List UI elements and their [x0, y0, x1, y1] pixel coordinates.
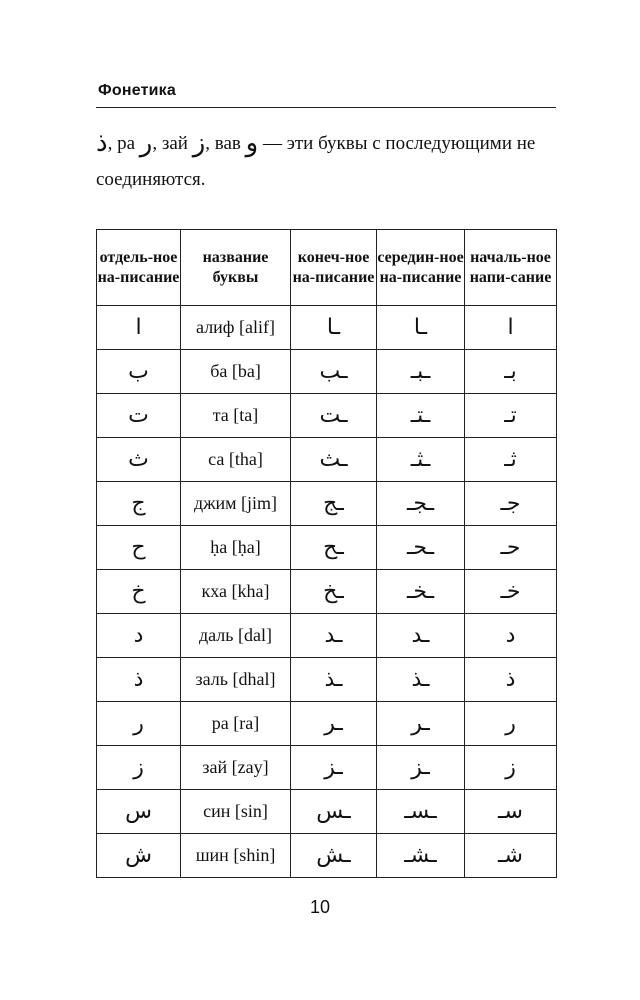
cell-final: ـت: [291, 394, 377, 438]
page-number: 10: [309, 897, 331, 917]
cell-initial: سـ: [465, 790, 557, 834]
arabic-letter-zay: ز: [192, 128, 206, 158]
cell-letter-name: кха [kha]: [181, 570, 291, 614]
cell-initial: د: [465, 614, 557, 658]
cell-medial: ـثـ: [377, 438, 465, 482]
table-row: [97, 790, 557, 834]
cell-final: ـس: [291, 790, 377, 834]
cell-medial: ـسـ: [377, 790, 465, 834]
cell-separate: ز: [97, 746, 181, 790]
intro-zay-label: , зай: [152, 133, 193, 154]
cell-final: ـج: [291, 482, 377, 526]
cell-final: ـذ: [291, 658, 377, 702]
cell-initial: خـ: [465, 570, 557, 614]
arabic-letter-dhal: ذ: [96, 128, 108, 158]
cell-medial: ـبـ: [377, 350, 465, 394]
intro-ra-label: , ра: [107, 133, 140, 154]
cell-separate: خ: [97, 570, 181, 614]
intro-rest-text: — эти буквы с последующими не соединяются.: [96, 133, 536, 190]
table-row: [97, 658, 557, 702]
table-row: [97, 350, 557, 394]
cell-letter-name: шин [shin]: [181, 834, 291, 878]
cell-separate: ث: [97, 438, 181, 482]
cell-medial: ـحـ: [377, 526, 465, 570]
cell-letter-name: даль [dal]: [181, 614, 291, 658]
arabic-letters-table: [96, 229, 557, 878]
cell-final: ـب: [291, 350, 377, 394]
header-medial: середин-ное на-писание: [377, 230, 465, 306]
cell-medial: ـخـ: [377, 570, 465, 614]
header-separate: отдель-ное на-писание: [97, 230, 181, 306]
cell-letter-name: ба [ba]: [181, 350, 291, 394]
cell-letter-name: джим [jim]: [181, 482, 291, 526]
cell-medial: ـد: [377, 614, 465, 658]
cell-letter-name: та [ta]: [181, 394, 291, 438]
cell-final: ـر: [291, 702, 377, 746]
table-row: [97, 834, 557, 878]
cell-separate: ت: [97, 394, 181, 438]
table-header-row: [97, 230, 557, 306]
intro-vav-label: , вав: [205, 133, 246, 154]
cell-separate: ش: [97, 834, 181, 878]
header-name: название буквы: [181, 230, 291, 306]
cell-medial: ـا: [377, 306, 465, 350]
cell-initial: ذ: [465, 658, 557, 702]
header-initial: началь-ное напи-сание: [465, 230, 557, 306]
cell-final: ـح: [291, 526, 377, 570]
cell-separate: ب: [97, 350, 181, 394]
cell-initial: جـ: [465, 482, 557, 526]
cell-separate: ح: [97, 526, 181, 570]
cell-separate: ذ: [97, 658, 181, 702]
cell-initial: شـ: [465, 834, 557, 878]
cell-separate: د: [97, 614, 181, 658]
table-row: [97, 702, 557, 746]
arabic-letter-vav: و: [245, 128, 259, 158]
table-row: [97, 614, 557, 658]
cell-separate: ا: [97, 306, 181, 350]
section-title: Фонетика: [98, 82, 176, 99]
cell-final: ـش: [291, 834, 377, 878]
cell-initial: تـ: [465, 394, 557, 438]
cell-initial: حـ: [465, 526, 557, 570]
cell-medial: ـر: [377, 702, 465, 746]
intro-paragraph: [96, 125, 566, 198]
cell-final: ـا: [291, 306, 377, 350]
cell-letter-name: заль [dhal]: [181, 658, 291, 702]
cell-final: ـز: [291, 746, 377, 790]
cell-initial: ثـ: [465, 438, 557, 482]
cell-letter-name: са [tha]: [181, 438, 291, 482]
cell-separate: ج: [97, 482, 181, 526]
cell-letter-name: ра [ra]: [181, 702, 291, 746]
table-row: [97, 306, 557, 350]
cell-initial: بـ: [465, 350, 557, 394]
table-row: [97, 746, 557, 790]
cell-separate: س: [97, 790, 181, 834]
table-row: [97, 438, 557, 482]
cell-final: ـث: [291, 438, 377, 482]
cell-separate: ر: [97, 702, 181, 746]
cell-initial: ا: [465, 306, 557, 350]
cell-initial: ر: [465, 702, 557, 746]
cell-medial: ـتـ: [377, 394, 465, 438]
cell-medial: ـز: [377, 746, 465, 790]
cell-initial: ز: [465, 746, 557, 790]
cell-letter-name: алиф [alif]: [181, 306, 291, 350]
table-row: [97, 482, 557, 526]
table-row: [97, 526, 557, 570]
table-body: [97, 306, 557, 878]
header-final: конеч-ное на-писание: [291, 230, 377, 306]
cell-letter-name: син [sin]: [181, 790, 291, 834]
table-row: [97, 394, 557, 438]
cell-medial: ـجـ: [377, 482, 465, 526]
cell-medial: ـذ: [377, 658, 465, 702]
cell-letter-name: зай [zay]: [181, 746, 291, 790]
table-row: [97, 570, 557, 614]
cell-letter-name: ḥa [ḥa]: [181, 526, 291, 570]
cell-final: ـخ: [291, 570, 377, 614]
arabic-letter-ra: ر: [139, 128, 153, 158]
cell-medial: ـشـ: [377, 834, 465, 878]
title-divider: [96, 107, 556, 108]
cell-final: ـد: [291, 614, 377, 658]
